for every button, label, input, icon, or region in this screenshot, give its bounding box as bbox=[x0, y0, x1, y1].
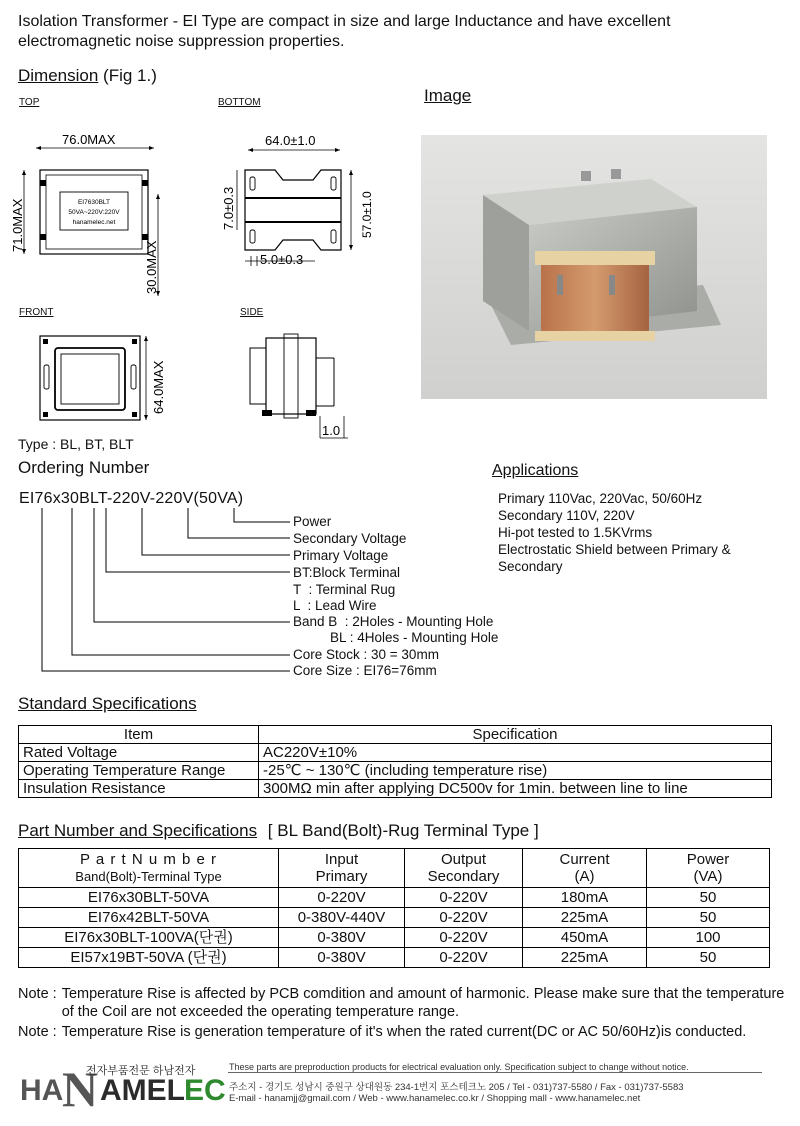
logo-ha: HA bbox=[20, 1074, 64, 1107]
table-row bbox=[19, 908, 770, 928]
footer-disclaimer: These parts are preproduction products for electrical evaluation only. Specification subject to change without notice. bbox=[229, 1062, 689, 1072]
dim-side-pin: 1.0 bbox=[322, 423, 341, 438]
note-text: Temperature Rise is affected by PCB comdition and amount of harmonic. Please make sure that the temperature of the Coil are not exceeded the operating temperature range. bbox=[61, 986, 785, 1020]
view-label-side: SIDE bbox=[240, 307, 264, 318]
dim-top-width: 76.0MAX bbox=[62, 132, 116, 147]
application-item: Electrostatic Shield between Primary & Secondary bbox=[498, 542, 731, 574]
table-cell: 50 bbox=[647, 948, 770, 968]
view-label-top: TOP bbox=[19, 97, 40, 108]
table-cell: EI57x19BT-50VA (단권) bbox=[19, 948, 279, 968]
footer-contacts: E-mail - hanamjj@gmail.com / Web - www.hanamelec.co.kr / Shopping mall - www.hanamelec.net bbox=[229, 1093, 641, 1104]
footer-address: 주소지 - 경기도 성남시 중원구 상대원동 234-1번지 포스테크노 205 / Tel - 031)737-5580 / Fax - 031)737-5583 bbox=[229, 1082, 684, 1093]
note-text: Temperature Rise is generation temperature of it's when the rated current(DC or AC 50/60Hz)is conducted. bbox=[61, 1024, 747, 1040]
application-item: Secondary 110V, 220V bbox=[498, 508, 635, 523]
table-cell: AC220V±10% bbox=[259, 744, 772, 762]
table-cell: 225mA bbox=[523, 908, 647, 928]
table-cell: 180mA bbox=[523, 888, 647, 908]
intro-text: Isolation Transformer - EI Type are compact in size and large Inductance and have excellent electromagnetic noise suppression properties. bbox=[18, 13, 671, 50]
view-label-front: FRONT bbox=[19, 307, 54, 318]
logo-n: N bbox=[62, 1061, 99, 1117]
dim-front-height: 64.0MAX bbox=[151, 360, 166, 414]
ordering-label-primary: Primary Voltage bbox=[293, 548, 389, 563]
logo-ec: EC bbox=[184, 1074, 226, 1107]
header-current bbox=[523, 849, 647, 888]
table-cell: 0-380V-440V bbox=[279, 908, 405, 928]
ordering-label-block-terminal: BT:Block Terminal bbox=[293, 565, 401, 580]
dim-bottom-height: 57.0±1.0 bbox=[360, 191, 374, 238]
korean-company-name: 전자부품전문 하남전자 bbox=[86, 1065, 196, 1077]
application-item: Primary 110Vac, 220Vac, 50/60Hz bbox=[498, 491, 703, 506]
ordering-label-lead-wire: L : Lead Wire bbox=[293, 598, 377, 613]
front-view-drawing bbox=[30, 330, 170, 430]
table-cell: 0-220V bbox=[405, 908, 523, 928]
table-cell: 0-220V bbox=[405, 928, 523, 948]
header-input-line2: Primary bbox=[315, 868, 368, 885]
header-current-line1: Current bbox=[559, 851, 610, 868]
label-line-3: hanamelec.net bbox=[72, 219, 116, 226]
transformer-photo bbox=[421, 135, 767, 399]
bottom-view-drawing bbox=[215, 130, 385, 280]
table-cell: 450mA bbox=[523, 928, 647, 948]
image-title: Image bbox=[424, 86, 472, 105]
part-specs-table bbox=[18, 848, 770, 968]
table-row bbox=[19, 928, 770, 948]
applications-list bbox=[498, 490, 788, 575]
header-power-line2: (VA) bbox=[693, 868, 723, 885]
header-part-number-line1: P a r t N u m b e r bbox=[79, 851, 218, 868]
dim-bottom-width: 64.0±1.0 bbox=[265, 133, 316, 148]
header-input-line1: Input bbox=[324, 851, 359, 868]
table-cell: Rated Voltage bbox=[19, 744, 259, 762]
standard-specs-title: Standard Specifications bbox=[18, 694, 197, 713]
side-view-drawing bbox=[236, 330, 356, 442]
footer-divider bbox=[228, 1072, 762, 1073]
header-item: Item bbox=[19, 726, 259, 744]
ordering-label-band-bl: BL : 4Holes - Mounting Hole bbox=[330, 630, 499, 645]
table-cell: 300MΩ min after applying DC500v for 1min. between line to line bbox=[259, 780, 772, 798]
part-specs-title: Part Number and Specifications bbox=[18, 821, 258, 840]
table-cell: 50 bbox=[647, 908, 770, 928]
dim-bottom-gap: 7.0±0.3 bbox=[221, 186, 236, 230]
type-line: Type : BL, BT, BLT bbox=[18, 436, 134, 452]
label-line-2: 50VA~220V:220V bbox=[68, 209, 120, 216]
dim-top-depth: 30.0MAX bbox=[144, 240, 159, 294]
ordering-label-terminal-rug: T : Terminal Rug bbox=[293, 582, 396, 597]
ordering-label-power: Power bbox=[293, 514, 332, 529]
dimension-heading bbox=[18, 66, 157, 86]
top-view-drawing bbox=[10, 130, 185, 300]
table-row bbox=[19, 744, 772, 762]
note-prefix: Note : bbox=[18, 986, 57, 1002]
ordering-leader-lines bbox=[20, 508, 310, 678]
table-row bbox=[19, 762, 772, 780]
table-cell: EI76x42BLT-50VA bbox=[19, 908, 279, 928]
ordering-label-core-stock: Core Stock : 30 = 30mm bbox=[293, 647, 439, 662]
table-cell: -25℃ ~ 130℃ (including temperature rise) bbox=[259, 762, 772, 780]
logo-amel: AMEL bbox=[100, 1074, 185, 1107]
table-row bbox=[19, 780, 772, 798]
table-cell: 0-220V bbox=[279, 888, 405, 908]
applications-title: Applications bbox=[492, 462, 579, 479]
label-line-1: EI7630BLT bbox=[77, 199, 111, 206]
header-output-line1: Output bbox=[440, 851, 487, 868]
table-cell: 0-220V bbox=[405, 888, 523, 908]
header-power bbox=[647, 849, 770, 888]
header-output bbox=[405, 849, 523, 888]
ordering-label-core-size: Core Size : EI76=76mm bbox=[293, 663, 437, 678]
header-output-line2: Secondary bbox=[427, 868, 500, 885]
application-item: Hi-pot tested to 1.5KVrms bbox=[498, 525, 653, 540]
table-cell: Insulation Resistance bbox=[19, 780, 259, 798]
table-cell: 0-380V bbox=[279, 928, 405, 948]
table-row bbox=[19, 948, 770, 968]
table-cell: 0-220V bbox=[405, 948, 523, 968]
table-cell: Operating Temperature Range bbox=[19, 762, 259, 780]
header-part-number bbox=[19, 849, 279, 888]
note-prefix: Note : bbox=[18, 1024, 57, 1040]
table-header-row bbox=[19, 849, 770, 888]
dimension-fig-ref: (Fig 1.) bbox=[103, 66, 157, 85]
table-cell: 50 bbox=[647, 888, 770, 908]
table-cell: 225mA bbox=[523, 948, 647, 968]
ordering-label-band: Band B : 2Holes - Mounting Hole bbox=[293, 614, 494, 629]
view-label-bottom: BOTTOM bbox=[218, 97, 261, 108]
table-row bbox=[19, 888, 770, 908]
standard-specs-table bbox=[18, 725, 772, 798]
note-1 bbox=[18, 985, 788, 1021]
ordering-code: EI76x30BLT-220V-220V(50VA) bbox=[19, 490, 244, 507]
header-part-number-line2: Band(Bolt)-Terminal Type bbox=[75, 869, 222, 884]
dim-bottom-slot: 5.0±0.3 bbox=[260, 252, 304, 267]
ordering-title: Ordering Number bbox=[18, 458, 150, 477]
table-cell: 100 bbox=[647, 928, 770, 948]
dimension-title: Dimension bbox=[18, 66, 99, 85]
part-specs-heading bbox=[18, 821, 539, 841]
part-specs-subtitle: [ BL Band(Bolt)-Rug Terminal Type ] bbox=[267, 821, 539, 840]
header-power-line1: Power bbox=[686, 851, 730, 868]
header-current-line2: (A) bbox=[574, 868, 595, 885]
table-cell: 0-380V bbox=[279, 948, 405, 968]
table-cell: EI76x30BLT-100VA(단권) bbox=[19, 928, 279, 948]
dim-top-height: 71.0MAX bbox=[10, 198, 25, 252]
table-header-row bbox=[19, 726, 772, 744]
table-cell: EI76x30BLT-50VA bbox=[19, 888, 279, 908]
ordering-label-secondary: Secondary Voltage bbox=[293, 531, 407, 546]
note-2 bbox=[18, 1023, 788, 1041]
header-specification: Specification bbox=[259, 726, 772, 744]
header-input bbox=[279, 849, 405, 888]
